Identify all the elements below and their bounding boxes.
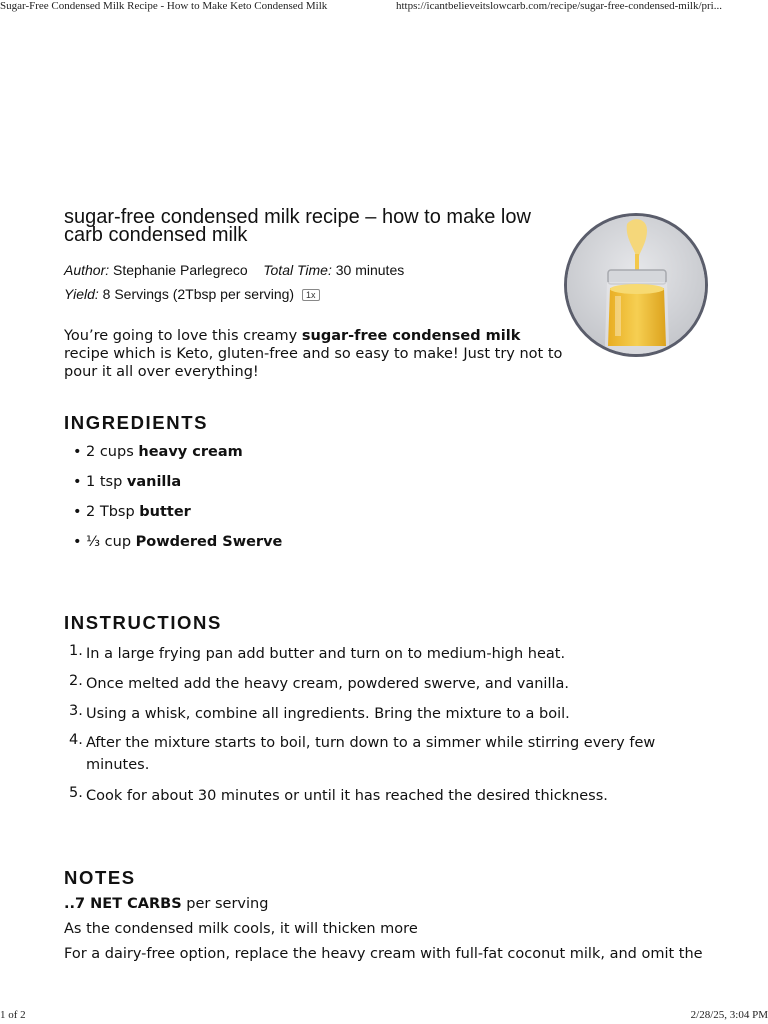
step-number: 2.: [69, 673, 83, 689]
total-time-label: Total Time:: [263, 262, 332, 278]
bullet: •: [73, 504, 82, 520]
recipe-title: sugar-free condensed milk recipe – how to make low carb condensed milk: [64, 206, 531, 246]
step-number: 5.: [69, 785, 83, 801]
step-text: After the mixture starts to boil, turn down to a simmer while stirring every few minutes.: [86, 735, 656, 773]
print-header: [0, 0, 768, 14]
author-name: Stephanie Parlegreco: [113, 262, 248, 278]
notes-heading: NOTES: [64, 867, 136, 888]
ingredient-name: butter: [139, 504, 191, 520]
bullet: •: [73, 534, 82, 550]
print-footer: [0, 1009, 768, 1023]
yield-value: 8 Servings (2Tbsp per serving): [102, 286, 295, 302]
print-page-url: https://icantbelieveitslowcarb.com/recipe/sugar-free-condensed-milk/pri...: [396, 0, 722, 12]
step-text: Once melted add the heavy cream, powdered swerve, and vanilla.: [86, 676, 570, 692]
servings-multiplier-button[interactable]: 1x: [302, 289, 320, 301]
recipe-photo: [564, 213, 708, 357]
net-carbs-value: ..7 NET CARBS: [64, 896, 182, 912]
net-carbs-suffix: per serving: [181, 896, 269, 912]
ingredient-qty: 2 cups: [86, 444, 139, 460]
condensed-milk-jar-icon: [567, 216, 705, 354]
intro-keyword: sugar-free condensed milk: [301, 328, 521, 344]
step-number: 4.: [69, 732, 83, 748]
ingredient-qty: ⅓ cup: [86, 534, 136, 550]
intro-text-end: recipe which is Keto, gluten-free and so easy to make! Just try not to pour it all over everything!: [64, 346, 563, 380]
step-number: 3.: [69, 703, 83, 719]
notes-line-cooling: As the condensed milk cools, it will thicken more: [64, 921, 418, 937]
step-text: In a large frying pan add butter and turn on to medium-high heat.: [86, 646, 566, 662]
ingredient-qty: 2 Tbsp: [86, 504, 140, 520]
bullet: •: [73, 444, 82, 460]
print-page-title: Sugar-Free Condensed Milk Recipe - How to Make Keto Condensed Milk: [0, 0, 328, 12]
bullet: •: [73, 474, 82, 490]
ingredient-qty: 1 tsp: [86, 474, 127, 490]
intro-text-start: You’re going to love this creamy: [64, 328, 302, 344]
ingredient-name: Powdered Swerve: [135, 534, 283, 550]
print-date: 2/28/25, 3:04 PM: [690, 1009, 768, 1021]
total-time-value: 30 minutes: [335, 262, 405, 278]
step-number: 1.: [69, 643, 83, 659]
instructions-heading: INSTRUCTIONS: [64, 612, 222, 633]
step-text: Cook for about 30 minutes or until it has reached the desired thickness.: [86, 788, 608, 804]
notes-line-dairy-free: For a dairy-free option, replace the heavy cream with full-fat coconut milk, and omit the: [64, 946, 703, 962]
ingredient-name: vanilla: [126, 474, 182, 490]
ingredient-name: heavy cream: [138, 444, 243, 460]
page-count: 1 of 2: [0, 1009, 26, 1021]
author-label: Author:: [64, 262, 110, 278]
recipe-meta-author-time: [64, 262, 404, 278]
ingredients-heading: INGREDIENTS: [64, 412, 209, 433]
recipe-meta-yield: [64, 286, 320, 302]
step-text: Using a whisk, combine all ingredients. Bring the mixture to a boil.: [86, 706, 570, 722]
notes-net-carbs: [64, 896, 268, 912]
yield-label: Yield:: [64, 286, 99, 302]
recipe-intro: [64, 327, 564, 381]
